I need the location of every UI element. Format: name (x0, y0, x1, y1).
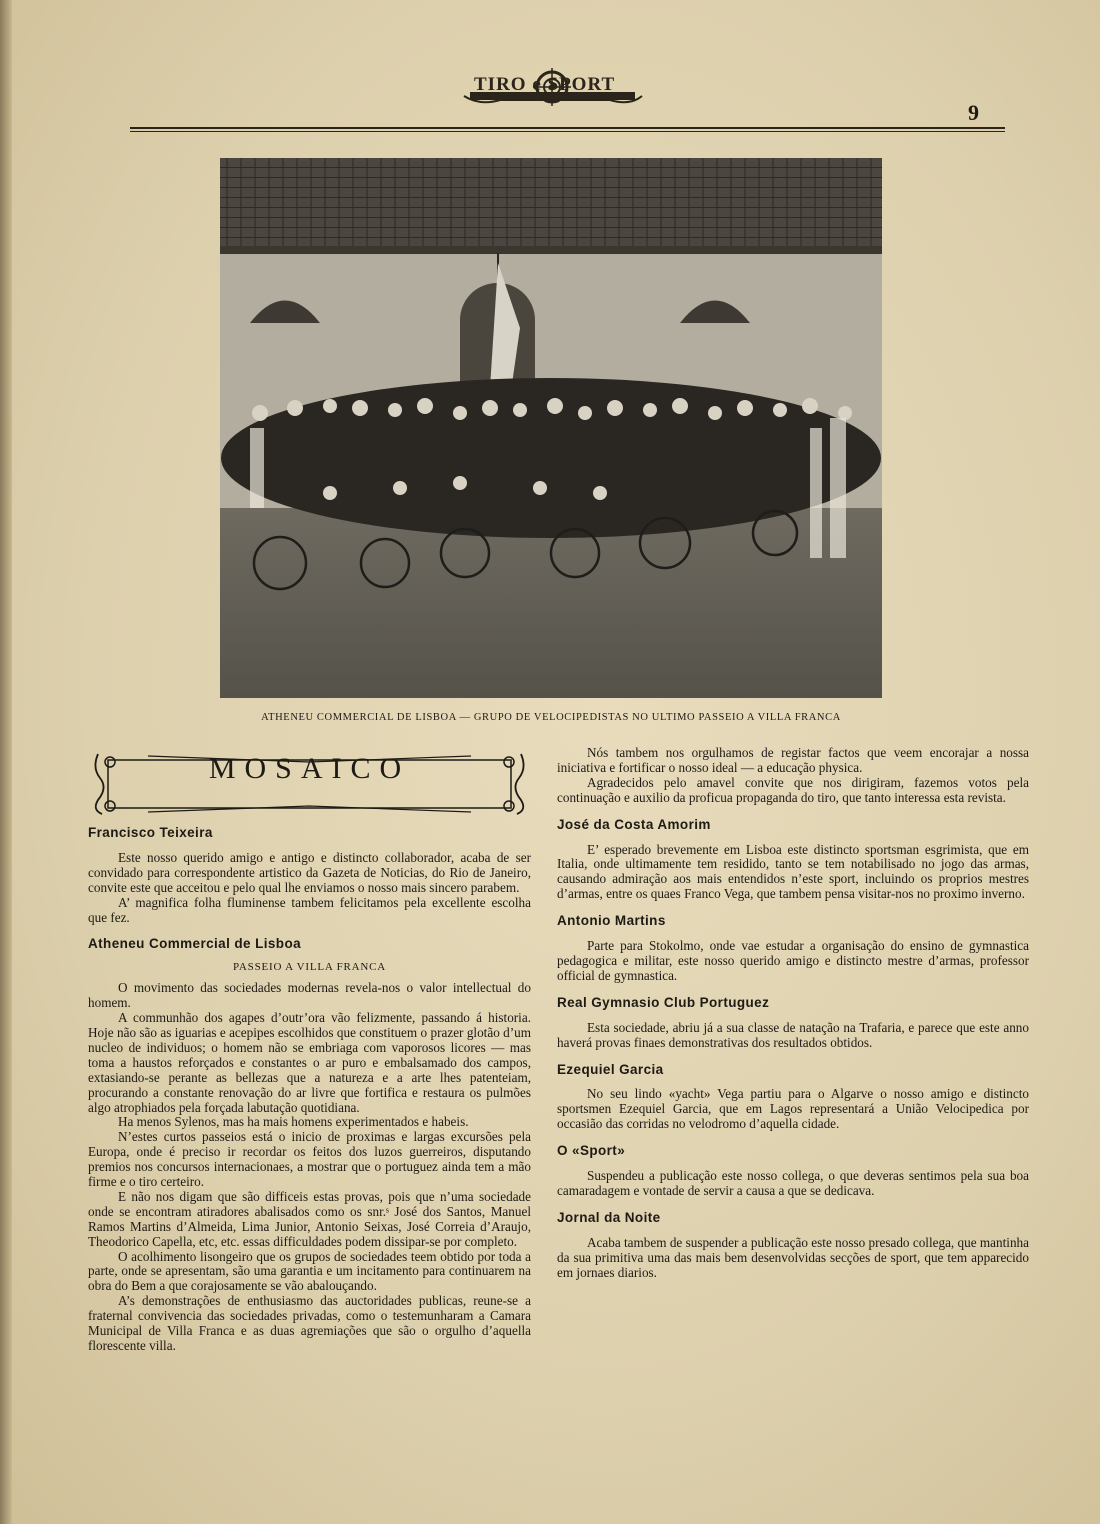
photo-caption: ATHENEU COMMERCIAL DE LISBOA — GRUPO DE VELOCIPEDISTAS NO ULTIMO PASSEIO A VILLA FRANCA (261, 712, 841, 723)
article-paragraph: A communhão dos agapes d’outr’ora vão felizmente, passando á historia. Hoje não são as iguarias e acepipes escolhidos que constituem o prazer glotão d’um nucleo de individuos; o homem não se embriaga com vaporosos licores — mas toma a haustos reforçados e constantes o ar puro e embalsamado dos campos, extasiando-se perante as bellezas que a natureza e a arte lhes patenteiam, procurando a constante renovação do ar livre que fortifica e restaura os pulmões algo atrophiados pela forçada labutação quotidiana. (88, 1010, 531, 1115)
article-paragraph: N’estes curtos passeios está o inicio de proximas e largas excursões pela Europa, onde é preciso ir recordar os feitos dos luzos guerreiros, disputando premios nos concursos internacionaes, a mostrar que o portuguez ainda tem a mão firme e o tiro certeiro. (88, 1129, 531, 1190)
article-paragraph: A’ magnifica folha fluminense tambem felicitamos pela excellente escolha que fez. (88, 894, 531, 925)
section-heading: Ezequiel Garcia (557, 1061, 664, 1077)
page-number: 9 (968, 100, 979, 125)
section-heading: Antonio Martins (557, 913, 666, 929)
article-paragraph: Parte para Stokolmo, onde vae estudar a organisação do ensino de gymnastica pedagogica e militar, este nosso querido amigo e distincto mestre d’armas, professor official de gymnastica. (557, 938, 1029, 983)
section-heading: O «Sport» (557, 1143, 626, 1159)
section-heading: José da Costa Amorim (557, 816, 711, 832)
article-paragraph: Suspendeu a publicação este nosso collega, o que deveras sentimos pela sua boa camaradagem e vontade de servir a causa a que se dedicava. (557, 1168, 1029, 1198)
article-paragraph: A’s demonstrações de enthusiasmo das auctoridades publicas, reune-se a fraternal convivencia das sociedades privadas, como o testemunharam a Camara Municipal de Villa Franca e as duas agremiações que são o orgulho d’aquella florescente villa. (88, 1293, 531, 1353)
article-paragraph: E’ esperado brevemente em Lisboa este distincto sportsman esgrimista, que em Italia, onde ultimamente tem residido, tanto se tem notabilisado no jogo das armas, causando admiração aos mais entendidos n’este sport, incluindo os proprios mestres d’armas, entre os quaes Franco Vega, que tambem pensa visitar-nos no proximo inverno. (557, 841, 1029, 902)
article-paragraph: E não nos digam que são difficeis estas provas, pois que n’uma sociedade onde se encontram atiradores abalisados como os snr.ˢ José dos Santos, Manuel Ramos Martins d’Almeida, Lima Junior, Antonio Seixas, José Correia d’Araujo, Theodorico Capella, etc, etc. essas difficuldades podem dissipar-se por completo. (88, 1188, 531, 1249)
article-paragraph: No seu lindo «yacht» Vega partiu para o Algarve o nosso amigo e distincto sportsmen Ezequiel Garcia, que em Lagos representará a União Velocipedica por occasião das corridas no velodromo d’aquella cidade. (557, 1086, 1029, 1132)
right-column (557, 746, 1029, 1280)
masthead-logo (460, 66, 645, 110)
left-column (88, 746, 531, 1354)
mosaico-banner (88, 748, 531, 820)
article-paragraph: Esta sociedade, abriu já a sua classe de natação na Trafaria, e parece que este anno haverá provas finaes demonstrativas dos resultados obtidos. (557, 1019, 1029, 1050)
article-paragraph: Nós tambem nos orgulhamos de registar factos que veem encorajar a nossa iniciativa e fortificar o nosso ideal — a educação physica. (557, 745, 1029, 775)
article-paragraph: Acaba tambem de suspender a publicação este nosso presado collega, que mantinha da sua primitiva uma das mais bem desenvolvidas secções de sport, que tem apparecido em jornaes diarios. (557, 1234, 1029, 1280)
article-paragraph: Agradecidos pelo amavel convite que nos dirigiram, fazemos votos pela continuação e auxilio da proficua propaganda do tiro, que tanto interessa esta revista. (557, 774, 1029, 805)
masthead-logo-text: TIRO e SPORT (474, 74, 616, 95)
header-rule (130, 127, 1005, 129)
section-subheading: PASSEIO A VILLA FRANCA (233, 961, 386, 974)
section-heading: Real Gymnasio Club Portuguez (557, 994, 770, 1010)
header-rule-thin (130, 131, 1005, 132)
section-heading: Jornal da Noite (557, 1209, 661, 1225)
article-paragraph: O acolhimento lisongeiro que os grupos de sociedades teem obtido por toda a parte, onde se apresentam, são uma garantia e um incitamento para continuarem na obra do Bem a que corajosamente se vão abalouçando. (88, 1248, 531, 1294)
section-heading: Francisco Teixeira (88, 825, 213, 840)
mosaico-title: MOSAICO (208, 752, 411, 785)
page-binding-edge (0, 0, 12, 1524)
article-paragraph: O movimento das sociedades modernas revela-nos o valor intellectual do homem. (88, 980, 531, 1011)
section-heading: Atheneu Commercial de Lisboa (88, 936, 301, 952)
article-paragraph: Ha menos Sylenos, mas ha mais homens experimentados e habeis. (118, 1114, 469, 1130)
article-paragraph: Este nosso querido amigo e antigo e distincto collaborador, acaba de ser convidado para correspondente artistico da Gazeta de Noticias, do Rio de Janeiro, convite este que acceitou e pelo qual lhe enviamos o nosso mais sincero parabem. (88, 849, 531, 895)
group-photograph (220, 158, 882, 698)
